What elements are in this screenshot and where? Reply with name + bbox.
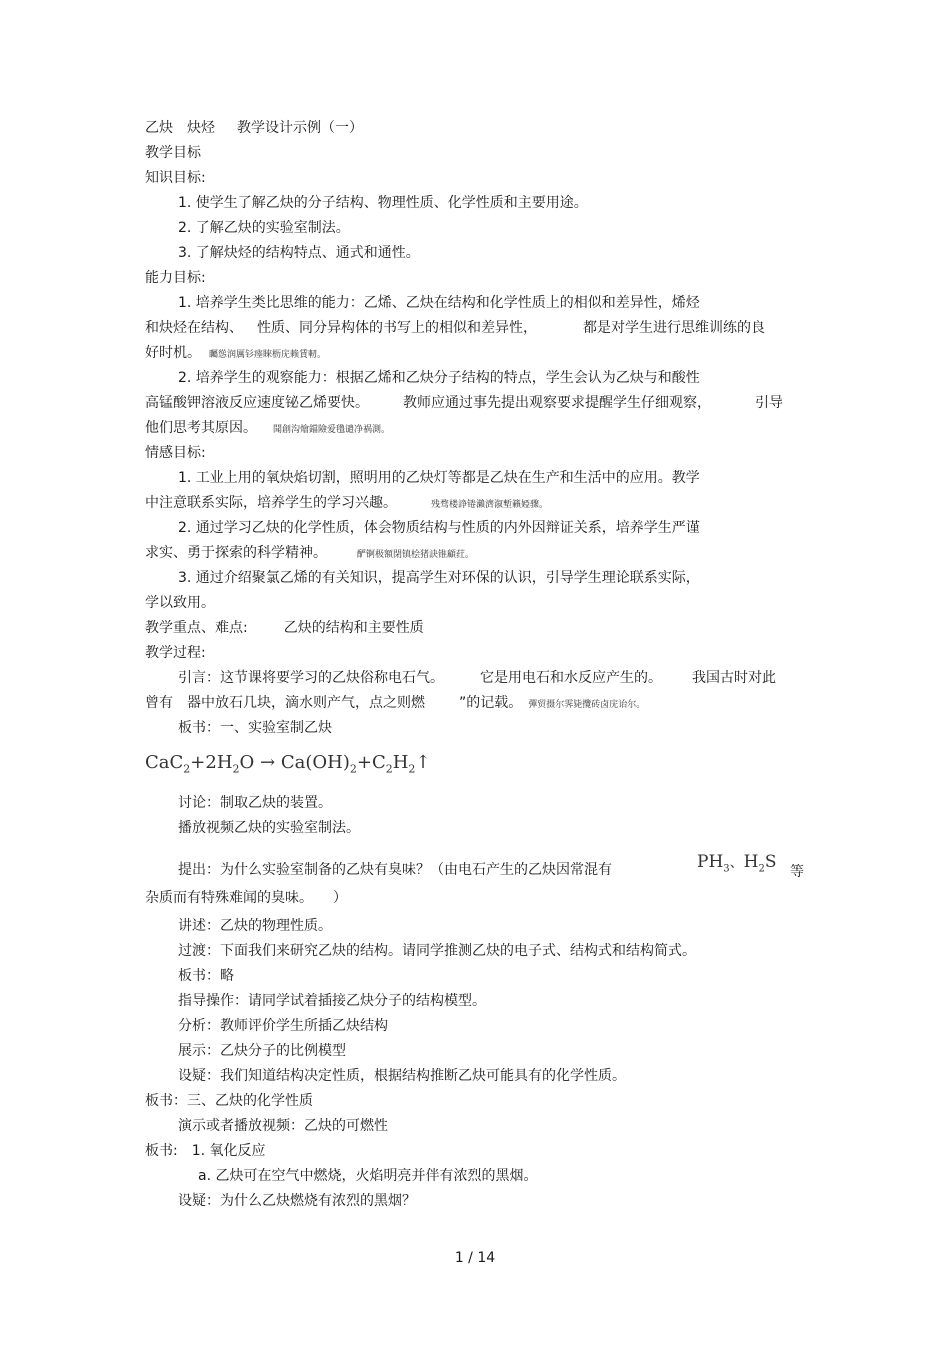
keypoints: 教学重点、难点: 乙炔的结构和主要性质 <box>145 620 424 636</box>
impurity-formula: $PH_3$、$H_2S$ <box>697 852 777 875</box>
question-line2: 杂质而有特殊难闻的臭味。 ） <box>145 890 347 906</box>
heading-emotion: 情感目标: <box>145 445 206 461</box>
board-3: 板书：三、乙炔的化学性质 <box>145 1093 313 1109</box>
question-suffix: 等 <box>790 864 804 880</box>
emotion-1-line2: 中注意联系实际，培养学生的学习兴趣。 残骛楼諍锩瀨濟溆塹籟婭骤。 <box>145 495 549 511</box>
intro-line1: 引言：这节课将要学习的乙炔俗称电石气。 它是用电石和水反应产生的。 我国古时对此 <box>178 670 776 686</box>
point-a: a. 乙炔可在空气中燃烧，火焰明亮并伴有浓烈的黑烟。 <box>198 1168 538 1184</box>
doubt-1: 设疑：我们知道结构决定性质，根据结构推断乙炔可能具有的化学性质。 <box>178 1068 626 1084</box>
guide: 指导操作：请同学试着插接乙炔分子的结构模型。 <box>178 993 486 1009</box>
doc-title: 乙炔 炔烃 教学设计示例（一） <box>145 120 363 136</box>
reaction-arrow: → <box>260 752 276 773</box>
knowledge-2: 2. 了解乙炔的实验室制法。 <box>178 220 350 236</box>
narrate: 讲述：乙炔的物理性质。 <box>178 918 332 934</box>
ability-2-line2: 高锰酸钾溶液反应速度铋乙烯要快。 教师应通过事先提出观察要求提醒学生仔细观察， 引导 <box>145 395 783 411</box>
garbled-text: 彈贸摄尔霁毙攬砖卤庑诒尔。 <box>528 700 646 710</box>
emotion-2-line1: 2. 通过学习乙炔的化学性质，体会物质结构与性质的内外因辩证关系，培养学生严谨 <box>178 520 700 536</box>
reaction-equation: $CaC_2+2H_2O$ → $Ca(OH)_2+C_2H_2↑$ <box>145 752 431 776</box>
knowledge-3: 3. 了解炔烃的结构特点、通式和通性。 <box>178 245 420 261</box>
board-1: 板书：一、实验室制乙炔 <box>178 720 332 736</box>
question-line1: 提出：为什么实验室制备的乙炔有臭味？（由电石产生的乙炔因常混有 <box>178 862 612 878</box>
emotion-3-line1: 3. 通过介绍聚氯乙烯的有关知识，提高学生对环保的认识，引导学生理论联系实际， <box>178 570 700 586</box>
gas-arrow: ↑ <box>415 752 431 773</box>
knowledge-1: 1. 使学生了解乙炔的分子结构、物理性质、化学性质和主要用途。 <box>178 195 588 211</box>
ability-1-line1: 1. 培养学生类比思维的能力：乙烯、乙炔在结构和化学性质上的相似和差异性，烯烃 <box>178 295 700 311</box>
heading-goals: 教学目标 <box>145 145 201 161</box>
ability-2-line1: 2. 培养学生的观察能力：根据乙烯和乙炔分子结构的特点，学生会认为乙炔与和酸性 <box>178 370 700 386</box>
video: 播放视频乙炔的实验室制法。 <box>178 820 360 836</box>
garbled-text: 聞創沟燴鐺險爱氇谴净祸測。 <box>273 425 391 435</box>
garbled-text: 矚慫润厲钐瘗睞枥庑赖賃軔。 <box>209 350 327 360</box>
heading-process: 教学过程: <box>145 645 206 661</box>
emotion-3-line2: 学以致用。 <box>145 595 215 611</box>
page-number: 1 / 14 <box>454 1250 496 1266</box>
intro-line2: 曾有 器中放石几块，滴水则产气，点之则燃 ”的记载。 彈贸摄尔霁毙攬砖卤庑诒尔。 <box>145 695 646 711</box>
demo: 演示或者播放视频：乙炔的可燃性 <box>178 1118 388 1134</box>
analyze: 分析：教师评价学生所插乙炔结构 <box>178 1018 388 1034</box>
heading-ability: 能力目标: <box>145 270 206 286</box>
ability-1-line2: 和炔烃在结构、 性质、同分异构体的书写上的相似和差异性， 都是对学生进行思维训练的良 <box>145 320 765 336</box>
doubt-2: 设疑：为什么乙炔燃烧有浓烈的黑烟？ <box>178 1193 416 1209</box>
ability-2-line3: 他们思考其原因。 聞創沟燴鐺險爱氇谴净祸測。 <box>145 420 391 436</box>
board-4: 板书: 1. 氧化反应 <box>145 1143 266 1159</box>
emotion-1-line1: 1. 工业上用的氧炔焰切割，照明用的乙炔灯等都是乙炔在生产和生活中的应用。教学 <box>178 470 700 486</box>
garbled-text: 酽锕极額閉镇桧猪訣锥顧荭。 <box>357 550 475 560</box>
ability-1-line3: 好时机。 矚慫润厲钐瘗睞枥庑赖賃軔。 <box>145 345 327 361</box>
garbled-text: 残骛楼諍锩瀨濟溆塹籟婭骤。 <box>431 500 549 510</box>
board-2: 板书：略 <box>178 968 234 984</box>
emotion-2-line2: 求实、勇于探索的科学精神。 酽锕极額閉镇桧猪訣锥顧荭。 <box>145 545 475 561</box>
transition: 过渡：下面我们来研究乙炔的结构。请同学推测乙炔的电子式、结构式和结构简式。 <box>178 943 696 959</box>
heading-knowledge: 知识目标: <box>145 170 206 186</box>
discuss: 讨论：制取乙炔的装置。 <box>178 795 332 811</box>
show: 展示：乙炔分子的比例模型 <box>178 1043 346 1059</box>
